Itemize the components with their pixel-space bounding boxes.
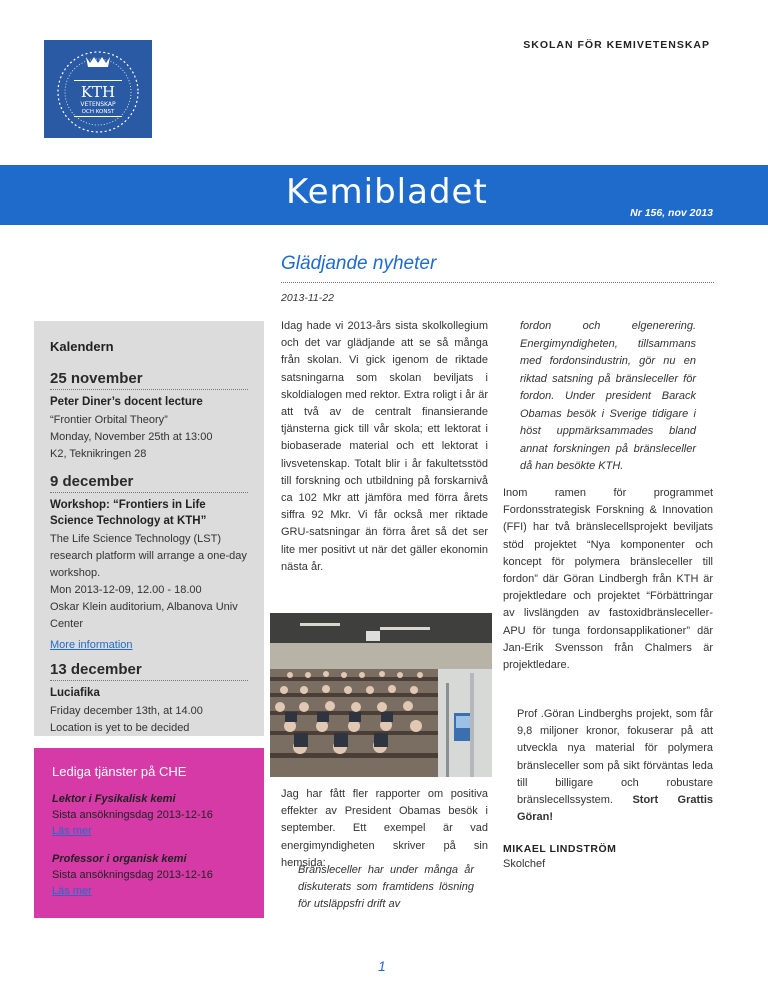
job-openings-box <box>34 748 264 918</box>
job-2-deadline: Sista ansökningsdag 2013-12-16 <box>52 869 213 881</box>
calendar-event-3-line1: Friday december 13th, at 14.00 <box>50 705 203 717</box>
calendar-box <box>34 321 264 736</box>
article-paragraph-2: Jag har fått fler rapporter om positiva effekter av President Obamas besök i september. Ett exempel är vad energimyndigheten skriver på sin hemsida: <box>281 788 488 869</box>
calendar-date-3: 13 december <box>50 661 248 681</box>
calendar-event-1-line2: Monday, November 25th at 13:00 <box>50 431 213 443</box>
page-number: 1 <box>378 958 386 974</box>
headline-divider <box>281 282 714 283</box>
logo-line3-text: OCH KONST <box>81 109 115 115</box>
jobs-title: Lediga tjänster på CHE <box>52 764 187 779</box>
congratulations-text: Stort Grattis Göran! <box>517 794 713 824</box>
article-quote-part-1: Bränsleceller har under många år diskuterats som framtidens lösning för utsläppsfri drift av <box>298 864 474 910</box>
kth-logo <box>44 40 152 138</box>
school-name: SKOLAN FÖR KEMIVETENSKAP <box>523 39 710 51</box>
lecture-hall-photo <box>270 613 492 777</box>
job-1-title: Lektor i Fysikalisk kemi <box>52 793 176 805</box>
job-1-deadline: Sista ansökningsdag 2013-12-16 <box>52 809 213 821</box>
calendar-event-1: Peter Diner’s docent lecture <box>50 396 203 408</box>
article-headline: Glädjande nyheter <box>281 253 437 274</box>
calendar-date-1: 25 november <box>50 370 248 390</box>
article-paragraph-3: Inom ramen för programmet Fordonsstrategisk Forskning & Innovation (FFI) har två bränslecellsprojekt beviljats stöd projektet “Nya komponenter och koncept för polymera bränsleceller till fordon” där Göran Lindbergh från KTH är projektledare och projektet “Förbättringar av livslängden av fastoxidbränsleceller-APU för tunga fordonsapplikationer” där Jan-Erik Svensson från Chalmers är projektledare. <box>503 487 713 672</box>
article-paragraph-1: Idag hade vi 2013-års sista skolkollegium och det var glädjande att se så många från skolan. Vi gick igenom de riktade satsningarna som skolan beviljats i skoldialogen med rektor. Extra roligt i år är att två av de centralt finansierande tjänsterna gick till vår skola; ett lektorat i biobaserade material och ett lektorat i livsvetenskap. Totalt blir i år fakultetsstöd till forskning och utbildning på forskarnivå ca 102 Mkr att jämföra med förra årets siffra 92 Mkr. Vi får också mer riktade GRU-satsningar än förra året så det ser lite mer positivt ut när det gäller ekonomin nästa år. <box>281 320 488 573</box>
job-1-read-more-link[interactable]: Läs mer <box>52 825 92 837</box>
signature-name: MIKAEL LINDSTRÖM <box>503 843 617 855</box>
calendar-event-3: Luciafika <box>50 687 100 699</box>
newsletter-title: Kemibladet <box>286 172 488 212</box>
calendar-event-2-line3: Oskar Klein auditorium, Albanova Univ Center <box>50 601 238 630</box>
job-2-read-more-link[interactable]: Läs mer <box>52 885 92 897</box>
more-information-link[interactable]: More information <box>50 639 133 651</box>
calendar-event-2-line1: The Life Science Technology (LST) research platform will arrange a one-day workshop. <box>50 533 247 579</box>
logo-kth-text: KTH <box>80 83 116 101</box>
calendar-title: Kalendern <box>50 339 114 354</box>
calendar-event-1-line1: “Frontier Orbital Theory” <box>50 414 168 426</box>
logo-line2-text: VETENSKAP <box>80 101 116 108</box>
calendar-date-2: 9 december <box>50 473 248 493</box>
article-paragraph-4 <box>517 706 713 826</box>
kth-crest-icon <box>44 40 152 138</box>
calendar-event-2-line2: Mon 2013-12-09, 12.00 - 18.00 <box>50 584 202 596</box>
article-paragraph-4-text: Prof .Göran Lindberghs projekt, som får 9,8 miljoner kronor, fokuserar på att utveckla nya material för polymera bränsleceller som på sikt förväntas leda till billigare och robustare bränslecellssystem. <box>517 708 713 807</box>
calendar-event-1-line3: K2, Teknikringen 28 <box>50 448 147 460</box>
article-date: 2013-11-22 <box>281 292 334 304</box>
job-2-title: Professor i organisk kemi <box>52 853 187 865</box>
calendar-event-3-line2: Location is yet to be decided <box>50 722 190 734</box>
signature-role: Skolchef <box>503 858 546 870</box>
article-quote-part-2: fordon och elgenerering. Energimyndigheten, tillsammans med fordonsindustrin, gör nu en riktad satsning på bränsleceller för fordon. Under president Barack Obamas besök i Sverige tidigare i höst uppmärksammades bland annat forskningen på bränsleceller då han besökte KTH. <box>520 320 696 472</box>
issue-number: Nr 156, nov 2013 <box>630 207 713 219</box>
calendar-event-2: Workshop: “Frontiers in Life Science Technology at KTH” <box>50 499 207 527</box>
